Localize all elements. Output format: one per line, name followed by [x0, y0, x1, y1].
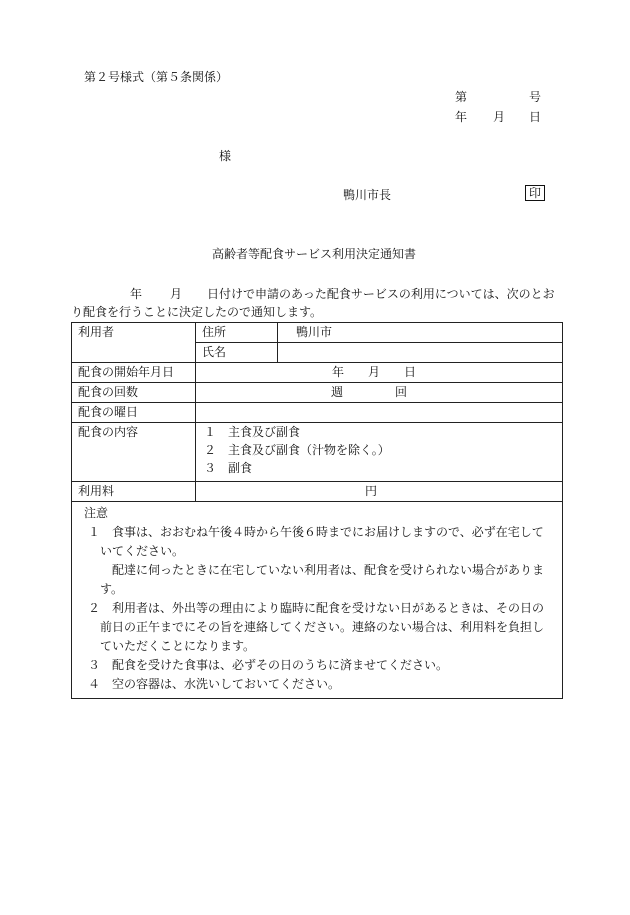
start-day: 日 — [404, 365, 417, 379]
address-value — [278, 323, 563, 343]
content-option: ３ 副食 — [204, 461, 253, 475]
date-year: 年 — [455, 110, 468, 124]
content-option: １ 主食及び副食 — [204, 425, 301, 439]
user-label: 利用者 — [72, 323, 196, 363]
table-row — [72, 482, 563, 502]
content-option: ２ 主食及び副食（汁物を除く。） — [204, 443, 390, 457]
note-1-line-4: す。 — [100, 582, 124, 596]
table-row — [72, 502, 563, 699]
notes-section — [72, 502, 563, 699]
recipient-suffix: 様 — [219, 149, 232, 163]
doc-number-suffix: 号 — [529, 90, 542, 104]
note-4: ４ 空の容器は、水洗いしておいてください。 — [88, 677, 341, 691]
notes-heading: 注意 — [84, 506, 109, 520]
start-month: 月 — [367, 365, 380, 379]
fee-unit: 円 — [364, 484, 377, 498]
note-2-line-1: ２ 利用者は、外出等の理由により臨時に配食を受けない日があるときは、その日の — [88, 601, 545, 615]
weekday-label: 配食の曜日 — [72, 403, 196, 423]
weekday-value — [196, 403, 563, 423]
start-date-value — [196, 363, 563, 383]
address-city: 鴨川市 — [296, 325, 333, 339]
note-2-line-2: 前日の正午までにその旨を連絡してください。連絡のない場合は、利用料を負担し — [100, 620, 545, 634]
seal-box: 印 — [525, 185, 545, 201]
name-label: 氏名 — [196, 343, 278, 363]
intro-line2: り配食を行うことに決定したので通知します。 — [71, 305, 323, 319]
note-2-line-3: ていただくことになります。 — [100, 639, 256, 653]
table-row — [72, 383, 563, 403]
note-1-line-1: １ 食事は、おおむね午後４時から午後６時までにお届けしますので、必ず在宅して — [88, 525, 544, 539]
date-day: 日 — [529, 110, 542, 124]
note-1-line-3: 配達に伺ったときに在宅していない利用者は、配食を受けられない場合がありま — [112, 563, 545, 577]
issuer-name: 鴨川市長 — [343, 188, 392, 202]
start-date-label: 配食の開始年月日 — [72, 363, 196, 383]
start-year: 年 — [331, 365, 344, 379]
content-options — [196, 423, 563, 482]
frequency-value — [196, 383, 563, 403]
form-number: 第２号様式（第５条関係） — [84, 70, 229, 84]
content-label: 配食の内容 — [72, 423, 196, 482]
frequency-week: 週 — [330, 385, 343, 399]
frequency-times: 回 — [395, 385, 408, 399]
name-value — [278, 343, 563, 363]
table-row — [72, 323, 563, 343]
date-month: 月 — [493, 110, 506, 124]
intro-year: 年 — [130, 287, 143, 301]
fee-label: 利用料 — [72, 482, 196, 502]
table-row — [72, 403, 563, 423]
intro-month: 月 — [170, 287, 183, 301]
note-3: ３ 配食を受けた食事は、必ずその日のうちに済ませてください。 — [88, 658, 449, 672]
note-1-line-2: いてください。 — [100, 544, 185, 558]
table-row — [72, 363, 563, 383]
doc-number-prefix: 第 — [455, 90, 468, 104]
fee-value — [196, 482, 563, 502]
document-title: 高齢者等配食サービス利用決定通知書 — [212, 247, 417, 261]
address-label: 住所 — [196, 323, 278, 343]
decision-table — [71, 322, 563, 699]
frequency-label: 配食の回数 — [72, 383, 196, 403]
intro-line1: 日付けで申請のあった配食サービスの利用については、次のとお — [207, 287, 555, 301]
table-row — [72, 423, 563, 482]
